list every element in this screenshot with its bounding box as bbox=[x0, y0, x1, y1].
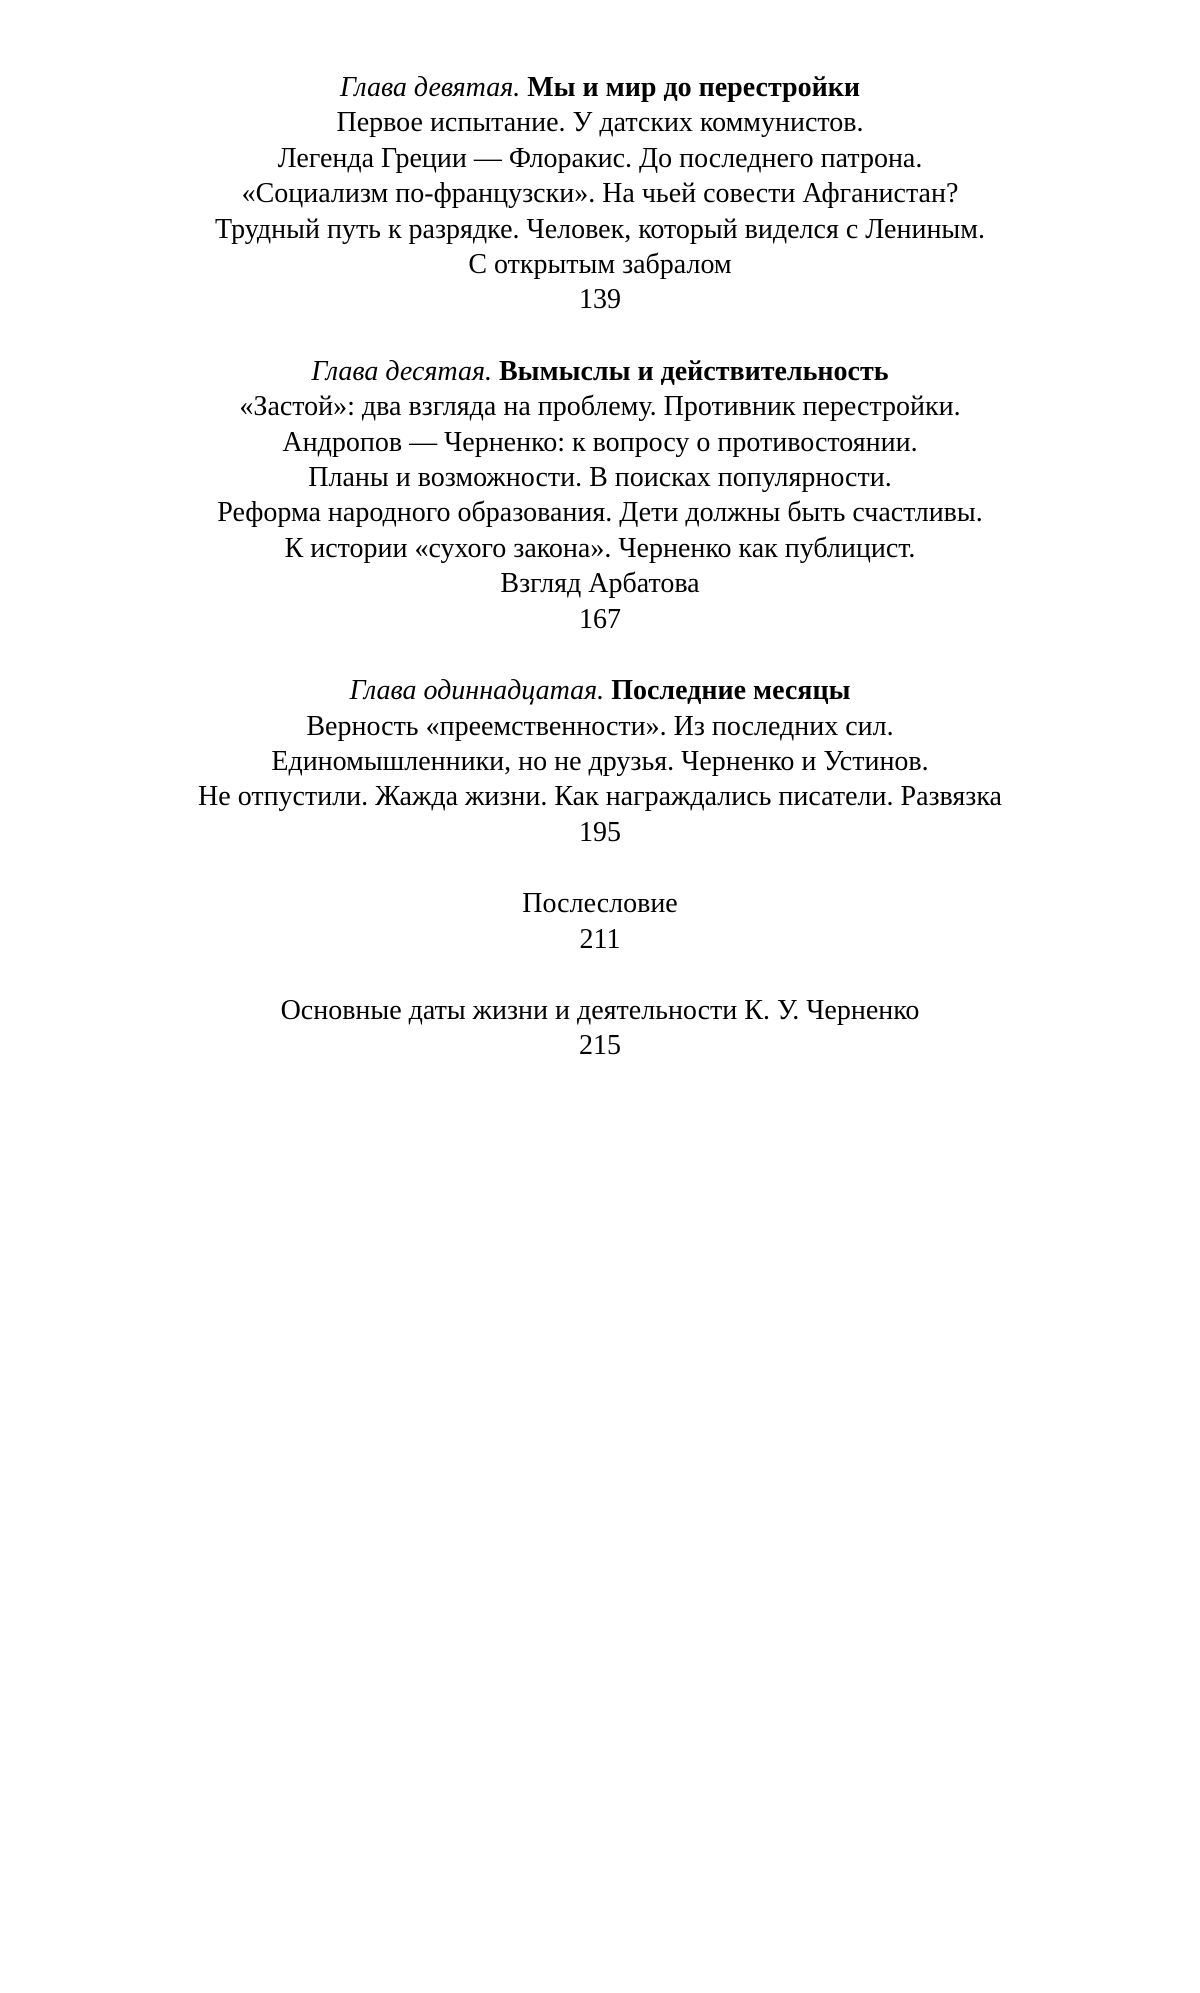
toc-entry-key-dates bbox=[0, 993, 1200, 1064]
chapter-heading bbox=[0, 673, 1200, 708]
section-line: Единомышленники, но не друзья. Черненко и Устинов. bbox=[271, 745, 929, 777]
chapter-title: Мы и мир до перестройки bbox=[527, 72, 861, 103]
section-line: Первое испытание. У датских коммунистов. bbox=[336, 107, 864, 139]
page-number: 215 bbox=[579, 1030, 621, 1062]
section-line: Реформа народного образования. Дети должны быть счастливы. bbox=[217, 497, 983, 529]
chapter-label: Глава одиннадцатая. bbox=[349, 675, 605, 707]
section-line: Легенда Греции — Флоракис. До последнего патрона. bbox=[277, 142, 923, 174]
section-line: Андропов — Черненко: к вопросу о противостоянии. bbox=[282, 426, 918, 458]
section-line: Планы и возможности. В поисках популярности. bbox=[308, 462, 892, 494]
chapter-label: Глава десятая. bbox=[311, 355, 492, 387]
section-line: Взгляд Арбатова bbox=[500, 568, 700, 600]
table-of-contents bbox=[0, 70, 1200, 1064]
page-number: 195 bbox=[579, 816, 621, 848]
chapter-heading bbox=[0, 70, 1200, 105]
section-line: Верность «преемственности». Из последних сил. bbox=[306, 710, 894, 742]
chapter-label: Глава девятая. bbox=[339, 72, 521, 103]
page-number: 211 bbox=[579, 923, 621, 955]
entry-title: Основные даты жизни и деятельности К. У. Черненко bbox=[280, 994, 920, 1026]
chapter-heading bbox=[0, 354, 1200, 389]
page-number: 167 bbox=[579, 603, 621, 635]
section-line: «Застой»: два взгляда на проблему. Противник перестройки. bbox=[239, 391, 961, 423]
entry-title: Послесловие bbox=[522, 888, 678, 920]
toc-entry-afterword bbox=[0, 886, 1200, 957]
section-line: Трудный путь к разрядке. Человек, который виделся с Лениным. bbox=[215, 213, 985, 245]
toc-entry-chapter-9 bbox=[0, 70, 1200, 318]
section-line: «Социализм по-французски». На чьей совести Афганистан? bbox=[241, 178, 959, 210]
toc-entry-chapter-10 bbox=[0, 354, 1200, 637]
section-line: Не отпустили. Жажда жизни. Как награждались писатели. Развязка bbox=[198, 781, 1002, 813]
section-line: С открытым забралом bbox=[468, 249, 732, 281]
chapter-title: Вымыслы и действительность bbox=[498, 355, 889, 387]
page-number: 139 bbox=[579, 284, 621, 316]
chapter-title: Последние месяцы bbox=[611, 675, 851, 707]
section-line: К истории «сухого закона». Черненко как публицист. bbox=[284, 532, 916, 564]
toc-entry-chapter-11 bbox=[0, 673, 1200, 850]
